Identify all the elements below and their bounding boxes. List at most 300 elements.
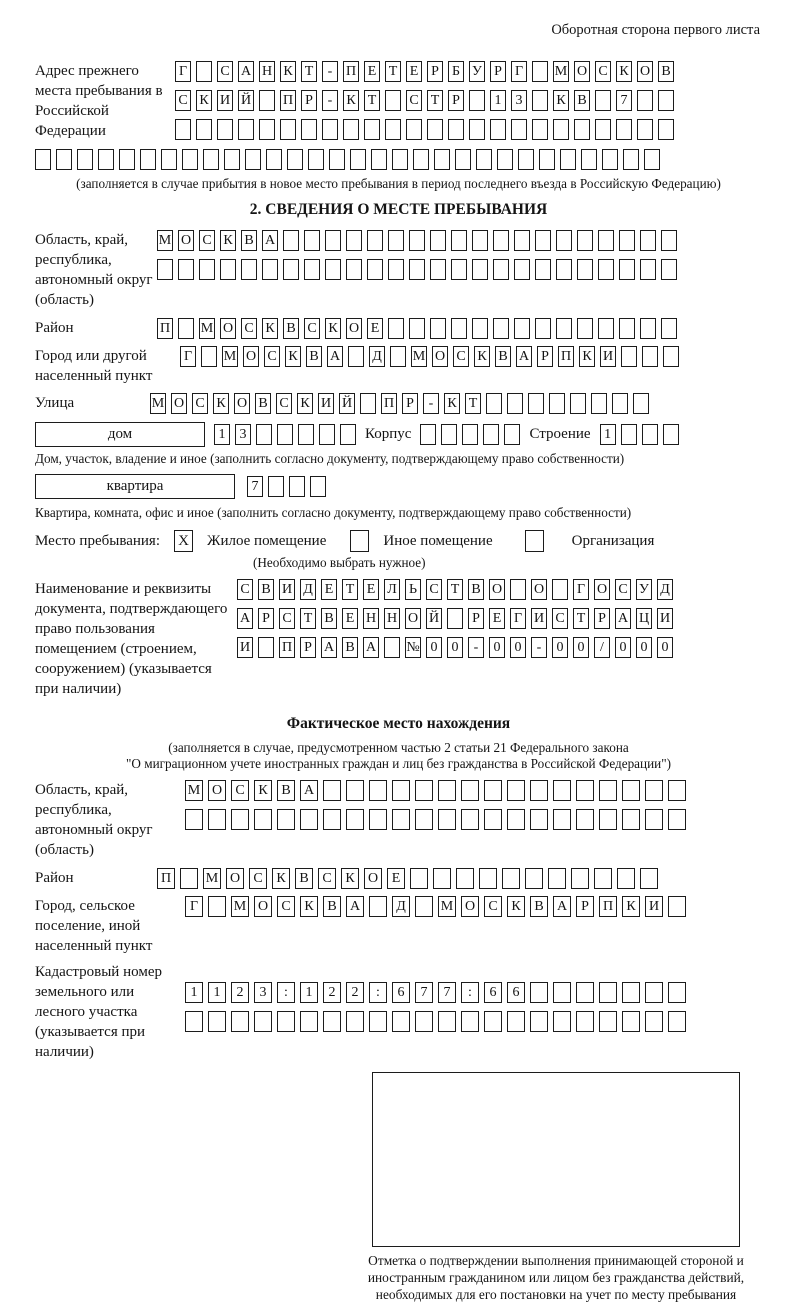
form-cell[interactable] bbox=[581, 149, 597, 170]
form-cell[interactable]: Р bbox=[490, 61, 506, 82]
form-cell[interactable] bbox=[658, 90, 674, 111]
form-cell[interactable] bbox=[388, 230, 404, 251]
form-cell[interactable]: Д bbox=[657, 579, 673, 600]
form-cell[interactable] bbox=[277, 809, 295, 830]
form-cell[interactable]: К bbox=[220, 230, 236, 251]
form-cell[interactable] bbox=[441, 424, 457, 445]
form-cell[interactable] bbox=[530, 982, 548, 1003]
form-cell[interactable]: В bbox=[342, 637, 358, 658]
form-cell[interactable]: 3 bbox=[235, 424, 251, 445]
form-cell[interactable]: - bbox=[322, 61, 338, 82]
form-cell[interactable] bbox=[504, 424, 520, 445]
form-cell[interactable]: Н bbox=[363, 608, 379, 629]
stay-option-other-checkbox[interactable] bbox=[350, 530, 369, 552]
form-cell[interactable] bbox=[637, 119, 653, 140]
form-cell[interactable]: В bbox=[283, 318, 299, 339]
form-cell[interactable] bbox=[180, 868, 198, 889]
form-cell[interactable] bbox=[640, 259, 656, 280]
form-cell[interactable] bbox=[668, 809, 686, 830]
form-cell[interactable] bbox=[409, 318, 425, 339]
form-cell[interactable] bbox=[535, 259, 551, 280]
form-cell[interactable]: К bbox=[579, 346, 595, 367]
form-cell[interactable]: А bbox=[553, 896, 571, 917]
form-cell[interactable] bbox=[220, 259, 236, 280]
form-cell[interactable] bbox=[448, 119, 464, 140]
form-cell[interactable]: М bbox=[553, 61, 569, 82]
form-cell[interactable]: С bbox=[406, 90, 422, 111]
form-cell[interactable]: К bbox=[325, 318, 341, 339]
form-cell[interactable] bbox=[392, 149, 408, 170]
form-cell[interactable] bbox=[663, 424, 679, 445]
form-cell[interactable]: К bbox=[507, 896, 525, 917]
form-cell[interactable]: М bbox=[185, 780, 203, 801]
form-cell[interactable] bbox=[390, 346, 406, 367]
form-cell[interactable]: А bbox=[238, 61, 254, 82]
form-cell[interactable]: П bbox=[157, 868, 175, 889]
form-cell[interactable]: : bbox=[461, 982, 479, 1003]
form-cell[interactable]: Д bbox=[369, 346, 385, 367]
form-cell[interactable] bbox=[360, 393, 376, 414]
form-cell[interactable] bbox=[224, 149, 240, 170]
form-cell[interactable]: Д bbox=[300, 579, 316, 600]
form-cell[interactable]: В bbox=[258, 579, 274, 600]
form-cell[interactable] bbox=[514, 259, 530, 280]
form-cell[interactable]: Г bbox=[185, 896, 203, 917]
form-cell[interactable] bbox=[346, 809, 364, 830]
form-cell[interactable] bbox=[619, 318, 635, 339]
form-cell[interactable]: В bbox=[323, 896, 341, 917]
form-cell[interactable]: П bbox=[599, 896, 617, 917]
form-cell[interactable]: Г bbox=[511, 61, 527, 82]
form-cell[interactable] bbox=[577, 318, 593, 339]
form-cell[interactable] bbox=[535, 230, 551, 251]
form-cell[interactable] bbox=[319, 424, 335, 445]
form-cell[interactable] bbox=[576, 809, 594, 830]
form-cell[interactable] bbox=[409, 259, 425, 280]
form-cell[interactable] bbox=[469, 119, 485, 140]
form-cell[interactable] bbox=[140, 149, 156, 170]
form-cell[interactable] bbox=[493, 230, 509, 251]
form-cell[interactable] bbox=[577, 230, 593, 251]
form-cell[interactable]: А bbox=[363, 637, 379, 658]
form-cell[interactable]: Й bbox=[339, 393, 355, 414]
form-cell[interactable]: В bbox=[255, 393, 271, 414]
form-cell[interactable]: А bbox=[321, 637, 337, 658]
form-cell[interactable] bbox=[254, 809, 272, 830]
form-cell[interactable]: 3 bbox=[511, 90, 527, 111]
form-cell[interactable]: К bbox=[196, 90, 212, 111]
form-cell[interactable] bbox=[369, 780, 387, 801]
form-cell[interactable] bbox=[35, 149, 51, 170]
form-cell[interactable]: С bbox=[241, 318, 257, 339]
form-cell[interactable]: 6 bbox=[484, 982, 502, 1003]
form-cell[interactable] bbox=[98, 149, 114, 170]
form-cell[interactable] bbox=[438, 780, 456, 801]
form-cell[interactable]: 0 bbox=[447, 637, 463, 658]
form-cell[interactable]: М bbox=[222, 346, 238, 367]
form-cell[interactable]: С bbox=[175, 90, 191, 111]
form-cell[interactable] bbox=[238, 119, 254, 140]
form-cell[interactable] bbox=[415, 809, 433, 830]
form-cell[interactable] bbox=[642, 346, 658, 367]
form-cell[interactable]: В bbox=[530, 896, 548, 917]
form-cell[interactable]: М bbox=[150, 393, 166, 414]
form-cell[interactable] bbox=[484, 809, 502, 830]
form-cell[interactable] bbox=[350, 530, 369, 552]
form-cell[interactable] bbox=[595, 119, 611, 140]
form-cell[interactable]: О bbox=[594, 579, 610, 600]
form-cell[interactable]: С bbox=[192, 393, 208, 414]
form-cell[interactable]: 0 bbox=[489, 637, 505, 658]
form-cell[interactable]: М bbox=[411, 346, 427, 367]
form-cell[interactable] bbox=[518, 149, 534, 170]
form-cell[interactable] bbox=[461, 1011, 479, 1032]
form-cell[interactable]: - bbox=[423, 393, 439, 414]
form-cell[interactable]: Е bbox=[367, 318, 383, 339]
form-cell[interactable]: К bbox=[262, 318, 278, 339]
form-cell[interactable]: У bbox=[469, 61, 485, 82]
form-cell[interactable] bbox=[574, 119, 590, 140]
form-cell[interactable] bbox=[287, 149, 303, 170]
form-cell[interactable] bbox=[77, 149, 93, 170]
form-cell[interactable] bbox=[462, 424, 478, 445]
form-cell[interactable]: С bbox=[237, 579, 253, 600]
form-cell[interactable]: О bbox=[432, 346, 448, 367]
form-cell[interactable]: К bbox=[297, 393, 313, 414]
form-cell[interactable] bbox=[622, 809, 640, 830]
form-cell[interactable] bbox=[576, 1011, 594, 1032]
form-cell[interactable] bbox=[622, 982, 640, 1003]
form-cell[interactable]: 1 bbox=[490, 90, 506, 111]
form-cell[interactable] bbox=[451, 230, 467, 251]
form-cell[interactable]: О bbox=[489, 579, 505, 600]
form-cell[interactable]: У bbox=[636, 579, 652, 600]
form-cell[interactable] bbox=[493, 259, 509, 280]
form-cell[interactable] bbox=[461, 809, 479, 830]
form-cell[interactable]: И bbox=[217, 90, 233, 111]
form-cell[interactable] bbox=[388, 259, 404, 280]
form-cell[interactable] bbox=[570, 393, 586, 414]
form-cell[interactable] bbox=[322, 119, 338, 140]
form-cell[interactable]: Р bbox=[537, 346, 553, 367]
form-cell[interactable]: К bbox=[553, 90, 569, 111]
form-cell[interactable]: Т bbox=[447, 579, 463, 600]
form-cell[interactable] bbox=[661, 259, 677, 280]
form-cell[interactable]: 3 bbox=[254, 982, 272, 1003]
form-cell[interactable] bbox=[668, 896, 686, 917]
form-cell[interactable] bbox=[343, 119, 359, 140]
form-cell[interactable]: П bbox=[157, 318, 173, 339]
form-cell[interactable] bbox=[599, 780, 617, 801]
form-cell[interactable]: Д bbox=[392, 896, 410, 917]
form-cell[interactable]: С bbox=[199, 230, 215, 251]
form-cell[interactable] bbox=[507, 809, 525, 830]
form-cell[interactable] bbox=[266, 149, 282, 170]
form-cell[interactable] bbox=[433, 868, 451, 889]
form-cell[interactable] bbox=[119, 149, 135, 170]
form-cell[interactable] bbox=[348, 346, 364, 367]
form-cell[interactable]: Т bbox=[385, 61, 401, 82]
form-cell[interactable]: Е bbox=[321, 579, 337, 600]
form-cell[interactable] bbox=[201, 346, 217, 367]
form-cell[interactable] bbox=[640, 318, 656, 339]
form-cell[interactable] bbox=[472, 318, 488, 339]
form-cell[interactable]: В bbox=[574, 90, 590, 111]
form-cell[interactable] bbox=[595, 90, 611, 111]
form-cell[interactable]: Т bbox=[465, 393, 481, 414]
form-cell[interactable] bbox=[259, 119, 275, 140]
form-cell[interactable]: О bbox=[574, 61, 590, 82]
form-cell[interactable] bbox=[451, 259, 467, 280]
form-cell[interactable] bbox=[196, 119, 212, 140]
form-cell[interactable] bbox=[553, 780, 571, 801]
form-cell[interactable]: Б bbox=[448, 61, 464, 82]
form-cell[interactable] bbox=[196, 61, 212, 82]
form-cell[interactable]: О bbox=[531, 579, 547, 600]
form-cell[interactable] bbox=[208, 809, 226, 830]
form-cell[interactable]: И bbox=[657, 608, 673, 629]
form-cell[interactable] bbox=[472, 259, 488, 280]
form-cell[interactable]: Е bbox=[489, 608, 505, 629]
form-cell[interactable]: Л bbox=[384, 579, 400, 600]
form-cell[interactable]: Е bbox=[406, 61, 422, 82]
form-cell[interactable]: К bbox=[213, 393, 229, 414]
form-cell[interactable]: И bbox=[600, 346, 616, 367]
form-cell[interactable] bbox=[259, 90, 275, 111]
form-cell[interactable] bbox=[323, 1011, 341, 1032]
form-cell[interactable] bbox=[493, 318, 509, 339]
form-cell[interactable] bbox=[430, 318, 446, 339]
form-cell[interactable]: С bbox=[231, 780, 249, 801]
form-cell[interactable]: Т bbox=[364, 90, 380, 111]
form-cell[interactable]: К bbox=[285, 346, 301, 367]
form-cell[interactable]: Т bbox=[301, 61, 317, 82]
form-cell[interactable] bbox=[479, 868, 497, 889]
form-cell[interactable] bbox=[645, 780, 663, 801]
form-cell[interactable]: П bbox=[280, 90, 296, 111]
form-cell[interactable]: К bbox=[474, 346, 490, 367]
form-cell[interactable] bbox=[364, 119, 380, 140]
form-cell[interactable]: Й bbox=[426, 608, 442, 629]
form-cell[interactable]: Р bbox=[448, 90, 464, 111]
form-cell[interactable]: О bbox=[234, 393, 250, 414]
form-cell[interactable]: С bbox=[304, 318, 320, 339]
form-cell[interactable] bbox=[241, 259, 257, 280]
form-cell[interactable]: М bbox=[199, 318, 215, 339]
form-cell[interactable] bbox=[645, 982, 663, 1003]
form-cell[interactable] bbox=[622, 780, 640, 801]
form-cell[interactable]: С bbox=[277, 896, 295, 917]
form-cell[interactable] bbox=[245, 149, 261, 170]
form-cell[interactable] bbox=[369, 809, 387, 830]
form-cell[interactable] bbox=[369, 896, 387, 917]
form-cell[interactable] bbox=[661, 230, 677, 251]
form-cell[interactable]: В bbox=[295, 868, 313, 889]
form-cell[interactable]: В bbox=[468, 579, 484, 600]
form-cell[interactable] bbox=[178, 259, 194, 280]
stay-option-org-checkbox[interactable] bbox=[525, 530, 544, 552]
form-cell[interactable]: Р bbox=[576, 896, 594, 917]
form-cell[interactable] bbox=[406, 119, 422, 140]
form-cell[interactable] bbox=[668, 982, 686, 1003]
form-cell[interactable]: № bbox=[405, 637, 421, 658]
form-cell[interactable]: К bbox=[272, 868, 290, 889]
form-cell[interactable] bbox=[231, 1011, 249, 1032]
form-cell[interactable]: X bbox=[174, 530, 193, 552]
form-cell[interactable] bbox=[420, 424, 436, 445]
form-cell[interactable]: В bbox=[658, 61, 674, 82]
form-cell[interactable]: С bbox=[615, 579, 631, 600]
form-cell[interactable] bbox=[301, 119, 317, 140]
form-cell[interactable]: Р bbox=[300, 637, 316, 658]
form-cell[interactable]: О bbox=[226, 868, 244, 889]
form-cell[interactable]: А bbox=[300, 780, 318, 801]
form-cell[interactable] bbox=[532, 61, 548, 82]
form-cell[interactable] bbox=[623, 149, 639, 170]
form-cell[interactable] bbox=[556, 259, 572, 280]
form-cell[interactable]: 7 bbox=[438, 982, 456, 1003]
form-cell[interactable]: А bbox=[516, 346, 532, 367]
form-cell[interactable] bbox=[530, 780, 548, 801]
form-cell[interactable] bbox=[484, 780, 502, 801]
form-cell[interactable]: 0 bbox=[426, 637, 442, 658]
form-cell[interactable]: И bbox=[531, 608, 547, 629]
form-cell[interactable] bbox=[367, 259, 383, 280]
form-cell[interactable] bbox=[385, 119, 401, 140]
form-cell[interactable]: Е bbox=[363, 579, 379, 600]
form-cell[interactable]: Р bbox=[402, 393, 418, 414]
form-cell[interactable] bbox=[525, 868, 543, 889]
form-cell[interactable]: 7 bbox=[616, 90, 632, 111]
form-cell[interactable]: - bbox=[531, 637, 547, 658]
form-cell[interactable]: К bbox=[343, 90, 359, 111]
form-cell[interactable] bbox=[617, 868, 635, 889]
form-cell[interactable] bbox=[254, 1011, 272, 1032]
form-cell[interactable]: Р bbox=[301, 90, 317, 111]
form-cell[interactable] bbox=[602, 149, 618, 170]
form-cell[interactable] bbox=[553, 809, 571, 830]
form-cell[interactable] bbox=[553, 982, 571, 1003]
form-cell[interactable] bbox=[535, 318, 551, 339]
form-cell[interactable] bbox=[598, 259, 614, 280]
form-cell[interactable] bbox=[231, 809, 249, 830]
form-cell[interactable] bbox=[434, 149, 450, 170]
form-cell[interactable]: С bbox=[217, 61, 233, 82]
form-cell[interactable]: 2 bbox=[323, 982, 341, 1003]
form-cell[interactable] bbox=[502, 868, 520, 889]
form-cell[interactable] bbox=[576, 780, 594, 801]
form-cell[interactable] bbox=[427, 119, 443, 140]
form-cell[interactable]: О bbox=[243, 346, 259, 367]
form-cell[interactable]: О bbox=[405, 608, 421, 629]
form-cell[interactable] bbox=[599, 1011, 617, 1032]
form-cell[interactable] bbox=[486, 393, 502, 414]
form-cell[interactable] bbox=[208, 896, 226, 917]
form-cell[interactable] bbox=[663, 346, 679, 367]
form-cell[interactable]: 0 bbox=[615, 637, 631, 658]
form-cell[interactable] bbox=[56, 149, 72, 170]
form-cell[interactable]: О bbox=[461, 896, 479, 917]
form-cell[interactable] bbox=[598, 230, 614, 251]
form-cell[interactable]: К bbox=[616, 61, 632, 82]
form-cell[interactable] bbox=[304, 230, 320, 251]
form-cell[interactable] bbox=[455, 149, 471, 170]
form-cell[interactable] bbox=[622, 1011, 640, 1032]
form-cell[interactable]: Г bbox=[180, 346, 196, 367]
form-cell[interactable]: А bbox=[262, 230, 278, 251]
form-cell[interactable] bbox=[633, 393, 649, 414]
form-cell[interactable] bbox=[413, 149, 429, 170]
form-cell[interactable]: 7 bbox=[247, 476, 263, 497]
form-cell[interactable]: М bbox=[203, 868, 221, 889]
form-cell[interactable]: С bbox=[279, 608, 295, 629]
form-cell[interactable] bbox=[476, 149, 492, 170]
form-cell[interactable]: А bbox=[237, 608, 253, 629]
form-cell[interactable] bbox=[456, 868, 474, 889]
form-cell[interactable]: О bbox=[254, 896, 272, 917]
form-cell[interactable]: И bbox=[318, 393, 334, 414]
form-cell[interactable]: Р bbox=[468, 608, 484, 629]
form-cell[interactable]: 0 bbox=[636, 637, 652, 658]
form-cell[interactable]: В bbox=[495, 346, 511, 367]
form-cell[interactable] bbox=[599, 982, 617, 1003]
form-cell[interactable]: М bbox=[438, 896, 456, 917]
form-cell[interactable]: К bbox=[622, 896, 640, 917]
form-cell[interactable] bbox=[549, 393, 565, 414]
form-cell[interactable] bbox=[157, 259, 173, 280]
form-cell[interactable] bbox=[552, 579, 568, 600]
form-cell[interactable] bbox=[514, 318, 530, 339]
form-cell[interactable] bbox=[483, 424, 499, 445]
form-cell[interactable] bbox=[668, 1011, 686, 1032]
form-cell[interactable] bbox=[571, 868, 589, 889]
form-cell[interactable]: О bbox=[171, 393, 187, 414]
form-cell[interactable] bbox=[642, 424, 658, 445]
form-cell[interactable] bbox=[507, 393, 523, 414]
form-cell[interactable]: 1 bbox=[185, 982, 203, 1003]
form-cell[interactable]: А bbox=[327, 346, 343, 367]
form-cell[interactable] bbox=[591, 393, 607, 414]
form-cell[interactable]: 0 bbox=[573, 637, 589, 658]
form-cell[interactable] bbox=[182, 149, 198, 170]
form-cell[interactable] bbox=[178, 318, 194, 339]
form-cell[interactable] bbox=[616, 119, 632, 140]
form-cell[interactable] bbox=[553, 1011, 571, 1032]
form-cell[interactable] bbox=[304, 259, 320, 280]
form-cell[interactable]: К bbox=[254, 780, 272, 801]
form-cell[interactable]: Ь bbox=[405, 579, 421, 600]
form-cell[interactable] bbox=[410, 868, 428, 889]
form-cell[interactable] bbox=[258, 637, 274, 658]
form-cell[interactable] bbox=[619, 230, 635, 251]
form-cell[interactable] bbox=[577, 259, 593, 280]
form-cell[interactable]: 2 bbox=[231, 982, 249, 1003]
form-cell[interactable] bbox=[392, 780, 410, 801]
form-cell[interactable]: О bbox=[220, 318, 236, 339]
form-cell[interactable]: В bbox=[306, 346, 322, 367]
form-cell[interactable]: 7 bbox=[415, 982, 433, 1003]
form-cell[interactable]: 0 bbox=[510, 637, 526, 658]
form-cell[interactable] bbox=[553, 119, 569, 140]
form-cell[interactable] bbox=[371, 149, 387, 170]
form-cell[interactable]: Т bbox=[427, 90, 443, 111]
form-cell[interactable] bbox=[388, 318, 404, 339]
form-cell[interactable] bbox=[525, 530, 544, 552]
form-cell[interactable]: М bbox=[231, 896, 249, 917]
form-cell[interactable] bbox=[530, 1011, 548, 1032]
form-cell[interactable] bbox=[185, 1011, 203, 1032]
form-cell[interactable] bbox=[668, 780, 686, 801]
